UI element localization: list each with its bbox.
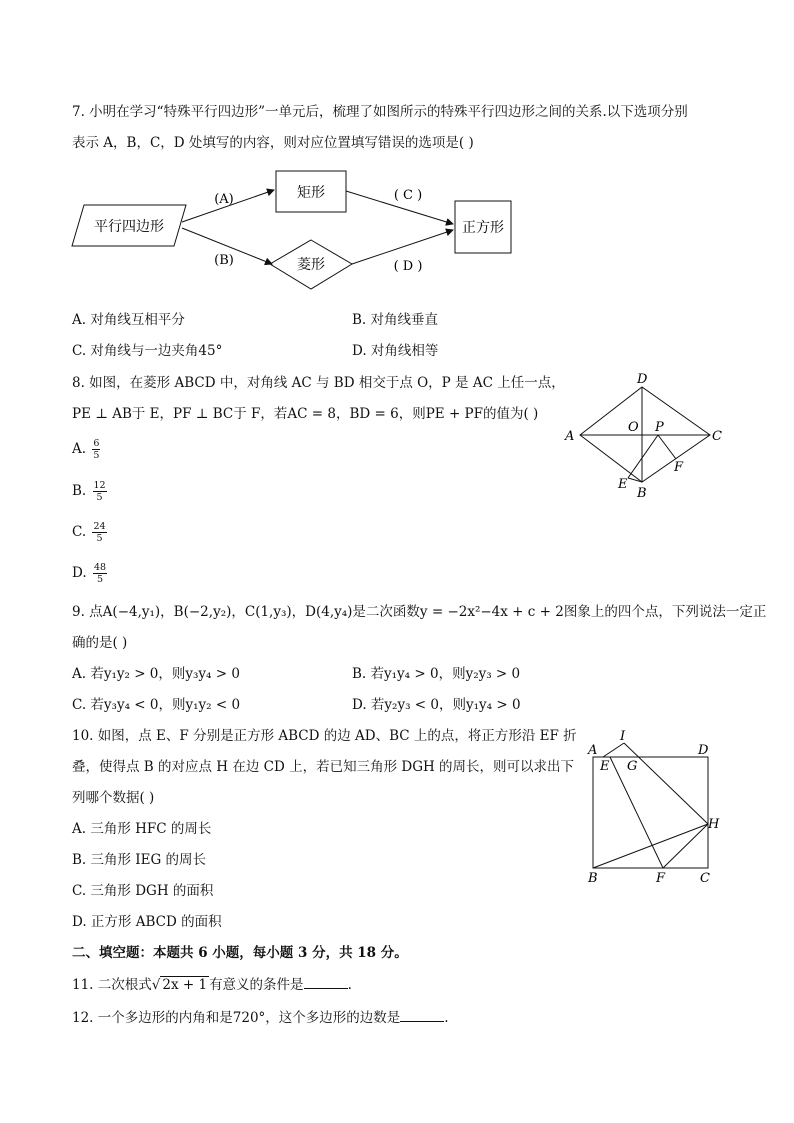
rectangle-label: 矩形 (297, 185, 325, 201)
fraction: $\frac{24}{5}$ (93, 521, 106, 544)
parallelogram-label: 平行四边形 (94, 219, 164, 235)
q11-suffix: 有意义的条件是 (209, 977, 304, 993)
q10-option-a[interactable]: A. 三角形 HFC 的周长 (72, 821, 212, 837)
point-p: P (655, 420, 664, 435)
label-b: (B) (214, 253, 234, 268)
option-letter: A. (72, 441, 87, 457)
q8-option-a[interactable] (72, 438, 100, 461)
point-h: H (708, 817, 720, 832)
point-f: F (674, 460, 684, 475)
q9-option-d[interactable]: D. 若y₂y₃ < 0，则y₁y₄ > 0 (352, 697, 521, 713)
point-i: I (620, 729, 626, 744)
segment-bh (593, 824, 708, 868)
q10-option-b[interactable]: B. 三角形 IEG 的周长 (72, 852, 207, 868)
q10-line2: 叠，使得点 B 的对应点 H 在边 CD 上，若已知三角形 DGH 的周长，则可以求出下 (72, 759, 575, 775)
q12-text: 12. 一个多边形的内角和是720°，这个多边形的边数是 (72, 1010, 401, 1026)
q8-line2: PE ⊥ AB于 E，PF ⊥ BC于 F，若AC = 8，BD = 6，则PE + PF的值为( ) (72, 406, 539, 422)
fraction: $\frac{48}{5}$ (93, 562, 107, 585)
q9-line2: 确的是( ) (72, 635, 128, 651)
q11-answer-blank[interactable] (304, 974, 348, 989)
section-fill-in-title: 二、填空题：本题共 6 小题，每小题 3 分，共 18 分。 (72, 945, 408, 961)
q12-answer-blank[interactable] (400, 1007, 444, 1022)
q8-option-d[interactable] (72, 562, 107, 585)
fraction: $\frac{6}{5}$ (93, 438, 100, 461)
q8-line1: 8. 如图，在菱形 ABCD 中，对角线 AC 与 BD 相交于点 O，P 是 AC 上任一点， (72, 375, 565, 391)
label-d: ( D ) (393, 259, 423, 274)
q7-line2: 表示 A，B，C，D 处填写的内容，则对应位置填写错误的选项是( ) (72, 135, 474, 151)
label-c: ( C ) (393, 188, 423, 203)
sqrt-sign: √ (151, 977, 161, 993)
option-letter: D. (72, 565, 87, 581)
square-label: 正方形 (462, 220, 504, 236)
point-b: B (588, 871, 598, 886)
point-b: B (637, 486, 647, 501)
q12-line (72, 1007, 449, 1028)
q11-prefix: 11. 二次根式 (72, 977, 152, 993)
q10-square-figure (580, 726, 730, 888)
point-a: A (565, 429, 575, 444)
point-d: D (637, 372, 648, 387)
q11-end: . (347, 977, 352, 993)
option-letter: C. (72, 524, 87, 540)
point-f: F (656, 871, 666, 886)
segment-pf (658, 435, 676, 459)
rhombus-label: 菱形 (297, 257, 325, 273)
segment-ei (603, 743, 624, 757)
q9-option-a[interactable]: A. 若y₁y₂ > 0，则y₃y₄ > 0 (72, 666, 240, 682)
q9-option-c[interactable]: C. 若y₃y₄ < 0，则y₁y₂ < 0 (72, 697, 241, 713)
segment-pe (628, 435, 658, 478)
q7-option-d[interactable]: D. 对角线相等 (352, 343, 439, 359)
q7-option-a[interactable]: A. 对角线互相平分 (72, 312, 185, 328)
q10-option-d[interactable]: D. 正方形 ABCD 的面积 (72, 914, 222, 930)
point-o: O (628, 420, 639, 435)
point-c: C (700, 871, 710, 886)
q9-line1: 9. 点A(−4,y₁)，B(−2,y₂)，C(1,y₃)，D(4,y₄)是二次函数y = −2x²−4x + c + 2图象上的四个点，下列说法一定正 (72, 604, 767, 620)
q8-rhombus-figure (560, 370, 730, 505)
q11-radicand: 2x + 1 (162, 977, 208, 993)
q8-option-c[interactable] (72, 521, 107, 544)
q10-line1: 10. 如图，点 E、F 分别是正方形 ABCD 的边 AD、BC 上的点，将正方形沿 EF 折 (72, 728, 577, 744)
q10-line3: 列哪个数据( ) (72, 790, 155, 806)
option-letter: B. (72, 483, 87, 499)
q12-end: . (444, 1010, 449, 1026)
point-c: C (712, 429, 722, 444)
q9-option-b[interactable]: B. 若y₁y₄ > 0，则y₂y₃ > 0 (352, 666, 521, 682)
point-g: G (627, 759, 638, 774)
point-d: D (698, 743, 709, 758)
segment-fh (663, 824, 708, 868)
q7-option-c[interactable]: C. 对角线与一边夹角45° (72, 343, 223, 359)
q7-option-b[interactable]: B. 对角线垂直 (352, 312, 439, 328)
q8-option-b[interactable] (72, 480, 107, 503)
label-a: (A) (214, 192, 234, 207)
point-e: E (600, 759, 610, 774)
q7-relationship-diagram (60, 160, 530, 300)
q11-line (72, 974, 352, 995)
q7-line1: 7. 小明在学习“特殊平行四边形”一单元后，梳理了如图所示的特殊平行四边形之间的关系.以下选项分别 (72, 104, 688, 120)
fraction: $\frac{12}{5}$ (93, 480, 106, 503)
square-abcd (593, 757, 708, 868)
point-e: E (618, 477, 628, 492)
q10-option-c[interactable]: C. 三角形 DGH 的面积 (72, 883, 214, 899)
point-a: A (588, 743, 598, 758)
